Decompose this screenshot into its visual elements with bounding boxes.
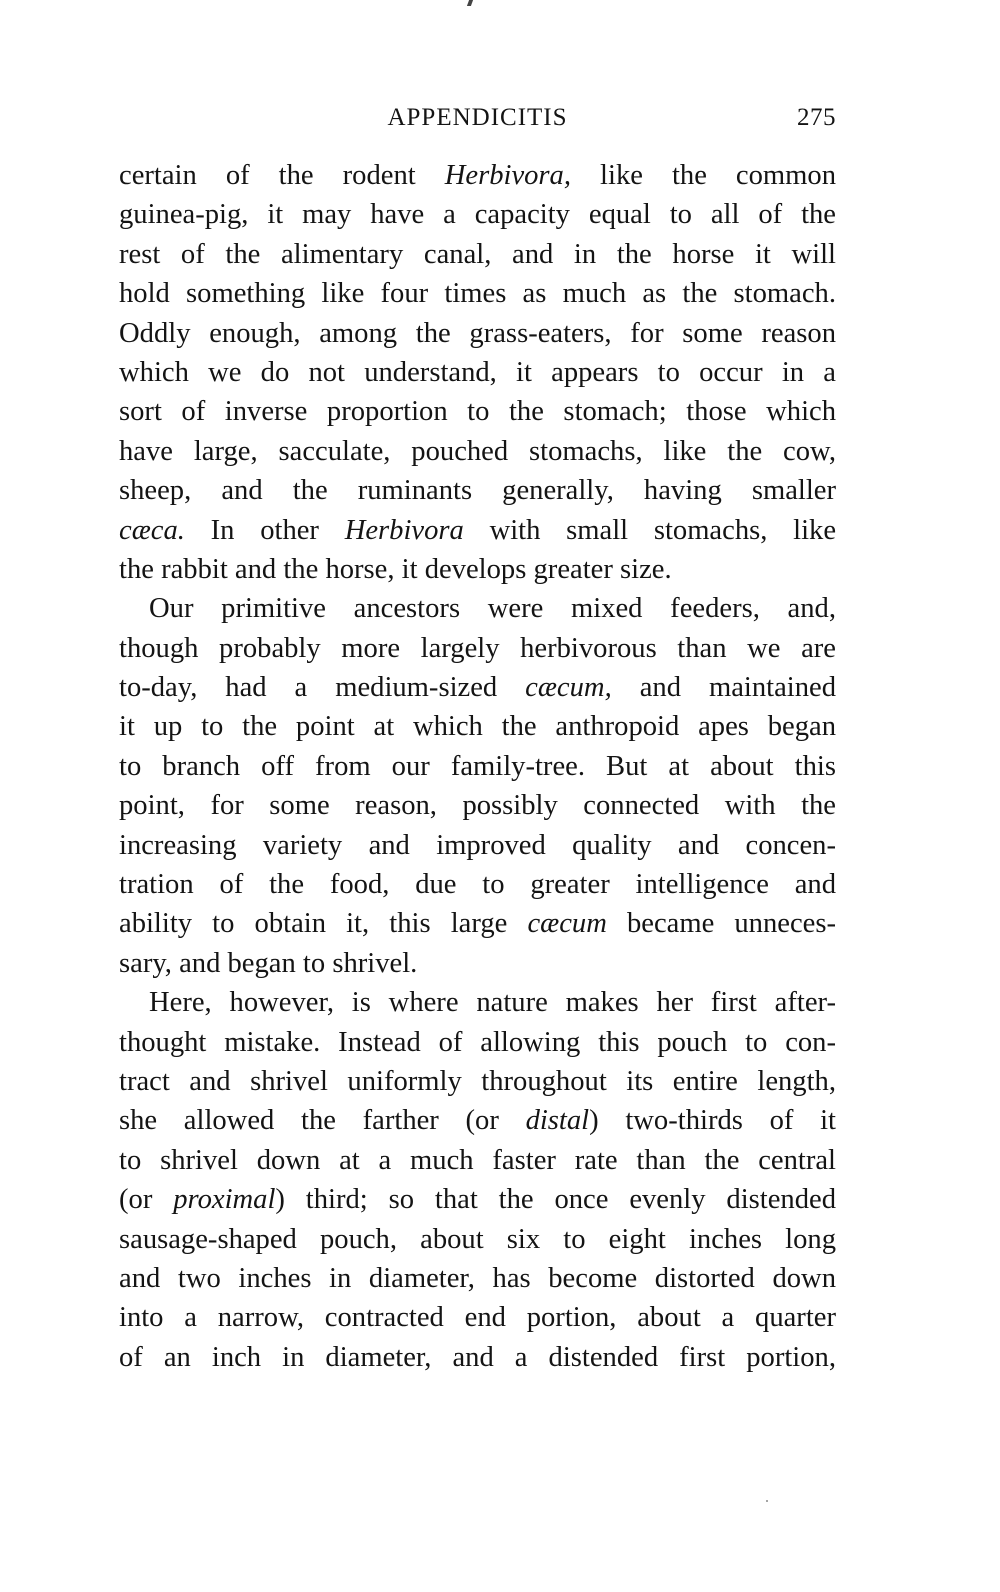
text-line [119, 1338, 836, 1377]
text-line [119, 195, 836, 234]
text-line [119, 314, 836, 353]
text-segment: with small stomachs, like [463, 514, 837, 546]
text-segment: In other [184, 514, 345, 546]
italic-text: distal [525, 1105, 590, 1137]
text-segment: though probably more largely herbivorous than we are [119, 632, 836, 664]
text-segment: tration of the food, due to greater intelligence and [119, 869, 836, 901]
text-line [119, 235, 836, 274]
text-segment: sary, and began to shrivel. [119, 947, 418, 979]
text-line [119, 629, 836, 668]
text-segment: sausage-shaped pouch, about six to eight inches long [119, 1223, 836, 1255]
text-line [119, 786, 836, 825]
text-segment: to shrivel down at a much faster rate than the central [119, 1144, 836, 1176]
text-segment: she allowed the farther (or [119, 1105, 526, 1137]
text-line [119, 471, 836, 510]
text-segment: tract and shrivel uniformly throughout its entire length, [119, 1065, 836, 1097]
italic-text: cæcum, [525, 672, 612, 704]
text-segment: guinea-pig, it may have a capacity equal to all of the [119, 199, 836, 231]
text-segment: which we do not understand, it appears to occur in a [119, 356, 836, 388]
text-segment: thought mistake. Instead of allowing this pouch to con- [119, 1026, 836, 1058]
text-line [119, 353, 836, 392]
text-segment: point, for some reason, possibly connected with the [119, 790, 836, 822]
text-line [119, 589, 836, 628]
italic-text: Herbivora [344, 514, 464, 546]
text-segment: (or [119, 1184, 174, 1216]
text-segment: it up to the point at which the anthropoid apes began [119, 711, 836, 743]
text-segment: the rabbit and the horse, it develops greater size. [119, 553, 672, 585]
text-line [119, 865, 836, 904]
italic-text: cæca. [119, 514, 185, 546]
text-line [119, 826, 836, 865]
text-segment: Our primitive ancestors were mixed feeders, and, [149, 593, 836, 625]
text-segment: ) third; so that the once evenly distended [275, 1184, 836, 1216]
italic-text: cæcum [527, 908, 607, 940]
text-segment: became unneces- [606, 908, 836, 940]
text-segment: sort of inverse proportion to the stomach; those which [119, 396, 836, 428]
text-segment: to branch off from our family-tree. But at about this [119, 750, 836, 782]
text-line [119, 1062, 836, 1101]
italic-text: Herbivora, [444, 160, 572, 191]
text-line [119, 1298, 836, 1337]
text-line [119, 1101, 836, 1140]
running-title: APPENDICITIS [387, 104, 568, 131]
text-segment: have large, sacculate, pouched stomachs, like the cow, [119, 435, 836, 467]
text-line [119, 392, 836, 431]
text-segment: sheep, and the ruminants generally, having smaller [119, 475, 836, 507]
text-line [119, 983, 836, 1022]
text-segment: rest of the alimentary canal, and in the horse it will [119, 238, 836, 270]
text-line [119, 944, 836, 983]
text-segment: ) two-thirds of it [589, 1105, 836, 1137]
text-segment: certain of the rodent [119, 160, 445, 191]
text-segment: ability to obtain it, this large [119, 908, 528, 940]
text-line [119, 432, 836, 471]
body-text [119, 156, 836, 1377]
text-segment: hold something like four times as much as the stomach. [119, 278, 836, 310]
text-line [119, 1141, 836, 1180]
text-segment: increasing variety and improved quality and concen- [119, 829, 836, 861]
text-line [119, 1220, 836, 1259]
text-segment: into a narrow, contracted end portion, about a quarter [119, 1302, 836, 1334]
text-segment: and two inches in diameter, has become distorted down [119, 1262, 836, 1294]
text-line [119, 511, 836, 550]
text-line [119, 274, 836, 313]
paper-speck [766, 1500, 768, 1502]
text-line [119, 1023, 836, 1062]
text-segment: Oddly enough, among the grass-eaters, for some reason [119, 317, 836, 349]
text-segment: and maintained [611, 672, 836, 704]
text-line [119, 550, 836, 589]
text-line [119, 156, 836, 195]
text-line [119, 707, 836, 746]
text-segment: Here, however, is where nature makes her first after- [149, 987, 836, 1019]
text-segment: to-day, had a medium-sized [119, 672, 526, 704]
running-head [119, 104, 836, 140]
ink-mark [467, 0, 473, 6]
italic-text: proximal [173, 1184, 276, 1216]
text-line [119, 747, 836, 786]
text-line [119, 1180, 836, 1219]
text-line [119, 668, 836, 707]
text-segment: like the common [571, 160, 836, 191]
text-segment: of an inch in diameter, and a distended first portion, [119, 1341, 836, 1373]
text-line [119, 1259, 836, 1298]
text-line [119, 904, 836, 943]
page-number: 275 [797, 104, 836, 131]
